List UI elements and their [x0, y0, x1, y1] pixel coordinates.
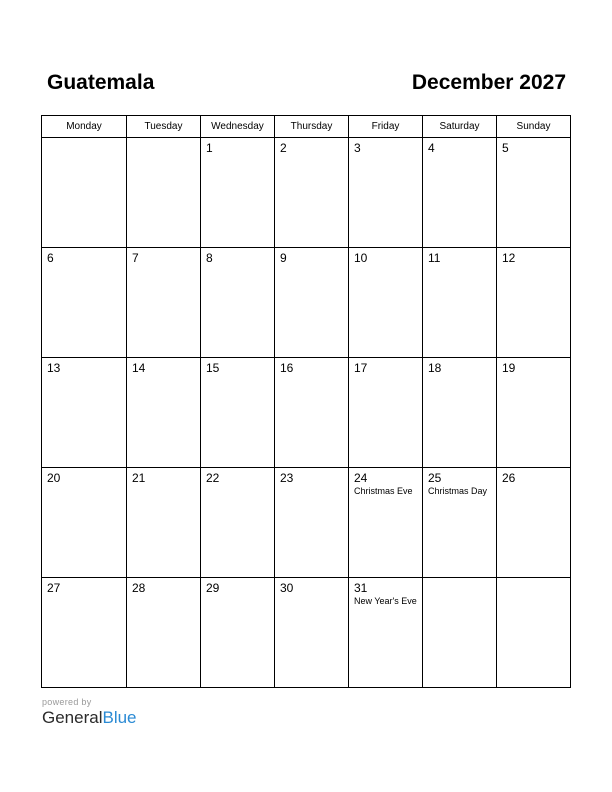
- day-cell: [423, 248, 497, 358]
- day-cell: [275, 578, 349, 688]
- day-cell: [201, 248, 275, 358]
- day-number: 19: [502, 361, 516, 375]
- day-number: 30: [280, 581, 294, 595]
- day-number: 22: [206, 471, 220, 485]
- day-cell: [423, 138, 497, 248]
- week-row: [42, 578, 571, 688]
- day-number: 24: [354, 471, 368, 485]
- powered-by-label: powered by: [42, 697, 92, 707]
- week-row: [42, 358, 571, 468]
- day-cell: [42, 138, 127, 248]
- day-cell: [127, 248, 201, 358]
- week-row: [42, 248, 571, 358]
- day-cell: [423, 578, 497, 688]
- holiday-label: New Year's Eve: [354, 596, 417, 606]
- weekday-header-row: [42, 116, 571, 138]
- day-number: 5: [502, 141, 509, 155]
- day-cell: [127, 468, 201, 578]
- day-cell: [201, 358, 275, 468]
- weekday-header: Thursday: [275, 116, 349, 138]
- day-number: 18: [428, 361, 442, 375]
- day-number: 3: [354, 141, 361, 155]
- day-cell: [42, 248, 127, 358]
- day-cell: [423, 358, 497, 468]
- weekday-header: Tuesday: [127, 116, 201, 138]
- week-row: [42, 138, 571, 248]
- day-number: 6: [47, 251, 54, 265]
- day-cell: [42, 468, 127, 578]
- day-cell: [349, 578, 423, 688]
- day-number: 27: [47, 581, 61, 595]
- brand-general-text: General: [42, 708, 103, 727]
- day-cell: [497, 468, 571, 578]
- day-number: 2: [280, 141, 287, 155]
- day-cell: [349, 468, 423, 578]
- day-number: 9: [280, 251, 287, 265]
- brand-blue-text: Blue: [102, 708, 137, 727]
- holiday-label: Christmas Day: [428, 486, 488, 496]
- day-cell: [497, 578, 571, 688]
- day-cell: [275, 468, 349, 578]
- day-number: 13: [47, 361, 61, 375]
- day-number: 10: [354, 251, 368, 265]
- day-cell: [423, 468, 497, 578]
- day-number: 31: [354, 581, 368, 595]
- day-cell: [349, 358, 423, 468]
- day-number: 29: [206, 581, 220, 595]
- day-number: 20: [47, 471, 61, 485]
- day-cell: [201, 138, 275, 248]
- day-number: 25: [428, 471, 442, 485]
- day-number: 1: [206, 141, 213, 155]
- day-cell: [127, 138, 201, 248]
- day-cell: [42, 358, 127, 468]
- day-cell: [349, 248, 423, 358]
- day-cell: [42, 578, 127, 688]
- day-cell: [275, 138, 349, 248]
- day-cell: [497, 358, 571, 468]
- day-number: 26: [502, 471, 516, 485]
- day-number: 14: [132, 361, 146, 375]
- day-cell: [201, 468, 275, 578]
- day-number: 11: [428, 251, 441, 265]
- generalblue-logo[interactable]: [42, 708, 137, 728]
- month-title: December 2027: [411, 71, 566, 94]
- weekday-header: Monday: [42, 116, 127, 138]
- day-number: 28: [132, 581, 146, 595]
- day-number: 23: [280, 471, 294, 485]
- day-cell: [497, 248, 571, 358]
- day-cell: [275, 248, 349, 358]
- day-number: 8: [206, 251, 213, 265]
- weekday-header: Wednesday: [201, 116, 275, 138]
- day-number: 16: [280, 361, 294, 375]
- day-cell: [127, 578, 201, 688]
- day-number: 7: [132, 251, 139, 265]
- day-number: 4: [428, 141, 435, 155]
- day-cell: [275, 358, 349, 468]
- day-number: 15: [206, 361, 220, 375]
- day-cell: [497, 138, 571, 248]
- day-number: 17: [354, 361, 368, 375]
- weekday-header: Friday: [349, 116, 423, 138]
- weekday-header: Sunday: [497, 116, 571, 138]
- day-number: 12: [502, 251, 516, 265]
- day-cell: [201, 578, 275, 688]
- country-title: Guatemala: [47, 71, 155, 94]
- day-cell: [127, 358, 201, 468]
- day-cell: [349, 138, 423, 248]
- calendar-grid: [41, 115, 571, 688]
- day-number: 21: [132, 471, 146, 485]
- holiday-label: Christmas Eve: [354, 486, 413, 496]
- week-row: [42, 468, 571, 578]
- footer-branding: [42, 697, 137, 728]
- weekday-header: Saturday: [423, 116, 497, 138]
